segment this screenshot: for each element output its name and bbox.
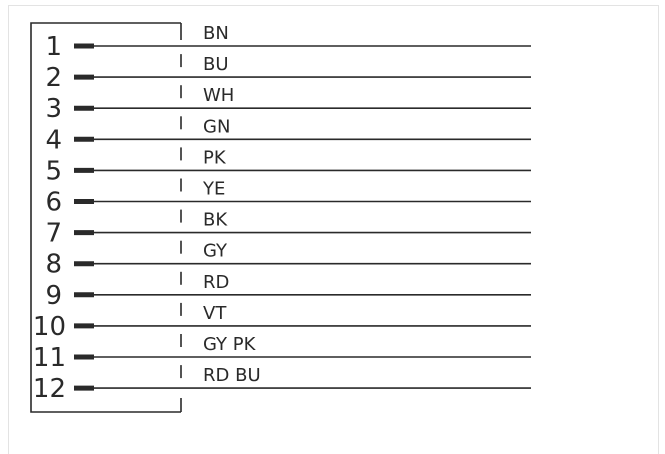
pin-row-12 [33,365,531,404]
pin-number: 8 [45,249,62,280]
wire-color-label: VT [203,302,227,324]
wire-color-label: RD [203,271,230,293]
pin-number: 2 [45,63,62,94]
pin-row-8 [45,241,531,280]
pin-row-10 [33,303,531,342]
pin-row-4 [45,116,531,155]
wire-color-label: YE [203,178,226,200]
wire-color-label: WH [203,85,235,107]
pin-number: 9 [45,280,62,311]
wire-color-label: GY [203,240,228,262]
wire-color-label: BU [203,54,229,76]
pin-number: 5 [45,156,62,187]
pin-row-3 [45,85,531,124]
wire-color-label: PK [203,147,226,169]
pin-number: 4 [45,125,62,156]
pin-row-11 [33,334,531,373]
pin-row-7 [45,210,531,249]
pin-row-9 [45,272,531,311]
wire-color-label: BK [203,209,228,231]
wire-color-label: BN [203,23,229,44]
wire-color-label: GN [203,116,231,138]
pin-number: 3 [45,94,62,125]
pin-row-6 [45,179,531,218]
pin-row-5 [45,147,531,186]
pin-number: 12 [32,374,66,405]
pin-number: 1 [45,32,62,62]
pin-number: 7 [45,218,62,249]
wire-color-label: RD BU [203,365,261,387]
pin-row-2 [45,54,531,93]
pin-number: 6 [45,187,62,218]
pin-row-1 [45,23,531,62]
pin-number: 11 [32,343,66,373]
pins-layer [33,23,531,404]
pin-number: 10 [32,311,66,342]
wire-color-label: GY PK [203,334,256,355]
